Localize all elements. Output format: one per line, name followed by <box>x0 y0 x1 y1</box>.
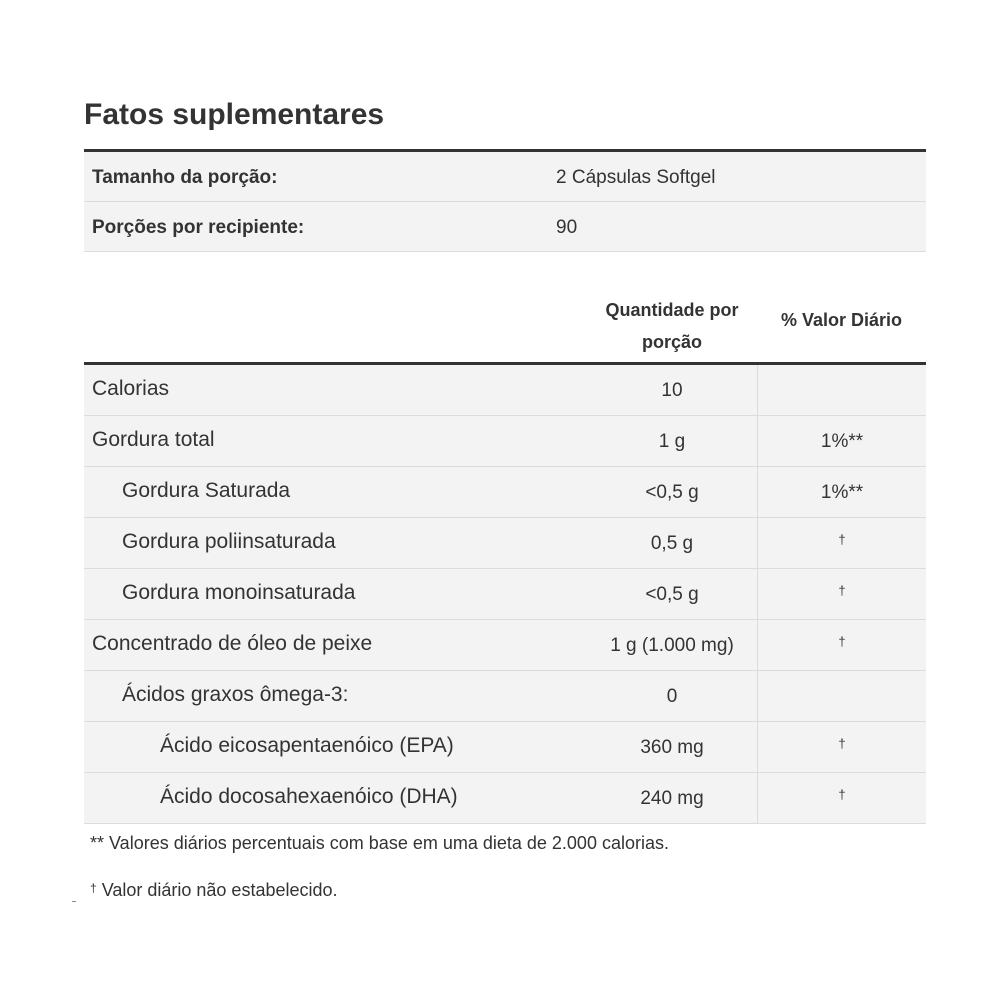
nutrient-name: Ácidos graxos ômega-3: <box>122 683 349 706</box>
nutrient-name: Ácido docosahexaenóico (DHA) <box>160 785 458 808</box>
nutrient-daily-value: 1%** <box>757 467 926 517</box>
nutrient-amount: <0,5 g <box>645 482 699 503</box>
nutrient-row <box>84 620 926 671</box>
nutrient-amount: 1 g (1.000 mg) <box>610 635 734 656</box>
serving-size-row <box>84 152 926 202</box>
nutrient-amount: 240 mg <box>640 788 704 809</box>
nutrient-daily-value: † <box>757 620 926 670</box>
nutrient-amount: <0,5 g <box>645 584 699 605</box>
nutrient-daily-value <box>757 671 926 721</box>
amount-header-line1: Quantidade por <box>605 300 739 320</box>
nutrient-row <box>84 365 926 416</box>
nutrient-name: Gordura monoinsaturada <box>122 581 356 604</box>
nutrient-amount: 360 mg <box>640 737 704 758</box>
page-title: Fatos suplementares <box>84 98 385 131</box>
nutrient-name: Gordura poliinsaturada <box>122 530 336 553</box>
nutrient-row <box>84 518 926 569</box>
nutrient-row <box>84 569 926 620</box>
nutrient-name: Gordura Saturada <box>122 479 291 502</box>
servings-per-container-label: Porções por recipiente: <box>92 217 305 238</box>
nutrient-daily-value: † <box>757 569 926 619</box>
serving-info-table <box>84 149 926 252</box>
nutrient-amount: 0,5 g <box>650 533 694 554</box>
nutrient-name: Calorias <box>92 377 170 400</box>
serving-size-value: 2 Cápsulas Softgel <box>556 167 716 188</box>
nutrient-name: Concentrado de óleo de peixe <box>92 632 373 655</box>
nutrient-daily-value: 1%** <box>757 416 926 466</box>
nutrient-amount: 10 <box>661 380 683 401</box>
nutrient-daily-value: † <box>757 518 926 568</box>
amount-header-line2: porção <box>641 332 702 352</box>
nutrient-amount: 1 g <box>658 431 686 452</box>
footnote-not-established <box>90 880 338 901</box>
nutrition-facts-table <box>84 290 926 824</box>
nutrient-row <box>84 773 926 824</box>
servings-per-container-row <box>84 202 926 252</box>
nutrient-name: Ácido eicosapentaenóico (EPA) <box>160 734 454 757</box>
nutrient-name: Gordura total <box>92 428 215 451</box>
nutrient-rows <box>84 365 926 824</box>
amount-per-serving-header <box>587 294 757 358</box>
nutrient-row <box>84 467 926 518</box>
decorative-mark <box>72 901 76 902</box>
dagger-mark: † <box>90 881 97 895</box>
nutrient-daily-value: † <box>757 773 926 823</box>
nutrient-amount: 0 <box>666 686 678 707</box>
table-header <box>84 290 926 365</box>
daily-value-header: % Valor Diário <box>780 310 903 330</box>
footnote-not-established-text: Valor diário não estabelecido. <box>96 880 338 900</box>
nutrient-row <box>84 671 926 722</box>
nutrient-row <box>84 722 926 773</box>
servings-per-container-value: 90 <box>556 217 578 238</box>
serving-size-label: Tamanho da porção: <box>92 167 278 188</box>
nutrient-daily-value <box>757 365 926 415</box>
nutrient-row <box>84 416 926 467</box>
footnote-daily-values: ** Valores diários percentuais com base em uma dieta de 2.000 calorias. <box>90 833 669 853</box>
nutrient-daily-value: † <box>757 722 926 772</box>
